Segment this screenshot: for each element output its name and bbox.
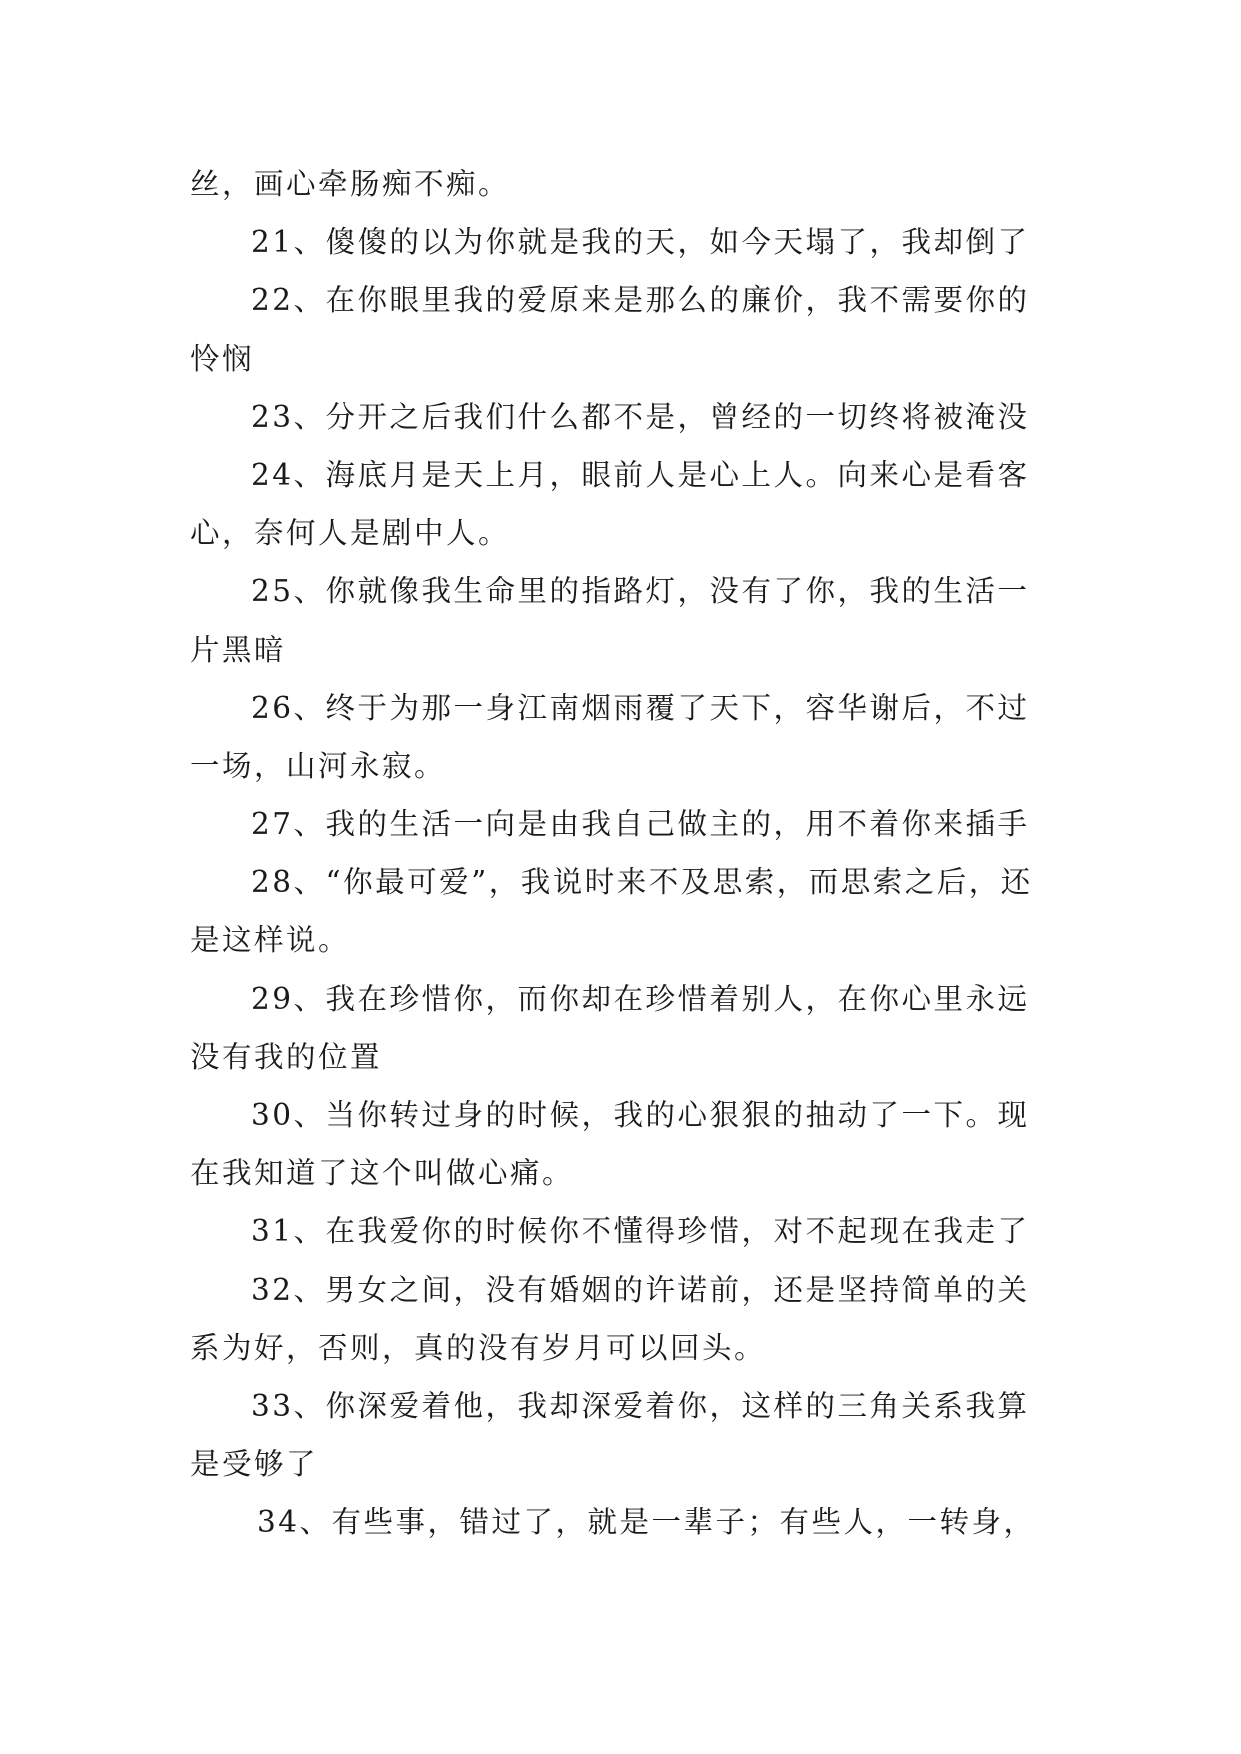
text-line: 心，奈何人是剧中人。 (190, 516, 511, 551)
text-line-32: 32、男女之间，没有婚姻的许诺前，还是坚持简单的关 (251, 1272, 1030, 1307)
text-line: 一场，山河永寂。 (190, 748, 447, 783)
text-line-23: 23、分开之后我们什么都不是，曾经的一切终将被淹没 (251, 399, 1030, 434)
text-line-27: 27、我的生活一向是由我自己做主的，用不着你来插手 (251, 807, 1030, 842)
text-line-29: 29、我在珍惜你，而你却在珍惜着别人，在你心里永远 (251, 981, 1030, 1016)
text-line: 是这样说。 (190, 923, 351, 958)
document-body (190, 155, 1060, 1552)
text-line-31: 31、在我爱你的时候你不懂得珍惜，对不起现在我走了 (251, 1214, 1030, 1249)
text-line-21: 21、傻傻的以为你就是我的天，如今天塌了，我却倒了 (251, 225, 1030, 260)
text-line-34: 34、有些事，错过了，就是一辈子；有些人，一转身， (257, 1505, 1036, 1540)
text-line-26: 26、终于为那一身江南烟雨覆了天下，容华谢后，不过 (251, 690, 1030, 725)
text-line: 片黑暗 (190, 632, 287, 667)
text-line-33: 33、你深爱着他，我却深爱着你，这样的三角关系我算 (251, 1388, 1030, 1423)
text-line-24: 24、海底月是天上月，眼前人是心上人。向来心是看客 (251, 457, 1030, 492)
text-line: 是受够了 (190, 1447, 319, 1482)
text-line: 丝，画心牵肠痴不痴。 (190, 167, 511, 201)
text-line: 系为好，否则，真的没有岁月可以回头。 (190, 1330, 767, 1365)
text-line: 怜悯 (190, 341, 255, 376)
text-line: 没有我的位置 (190, 1039, 383, 1074)
text-line-22: 22、在你眼里我的爱原来是那么的廉价，我不需要你的 (251, 283, 1030, 318)
text-line-25: 25、你就像我生命里的指路灯，没有了你，我的生活一 (251, 574, 1030, 609)
text-line-28: 28、“你最可爱”，我说时来不及思索，而思索之后，还 (251, 865, 1033, 900)
text-line-30: 30、当你转过身的时候，我的心狠狠的抽动了一下。现 (251, 1098, 1030, 1132)
text-line: 在我知道了这个叫做心痛。 (190, 1156, 575, 1191)
